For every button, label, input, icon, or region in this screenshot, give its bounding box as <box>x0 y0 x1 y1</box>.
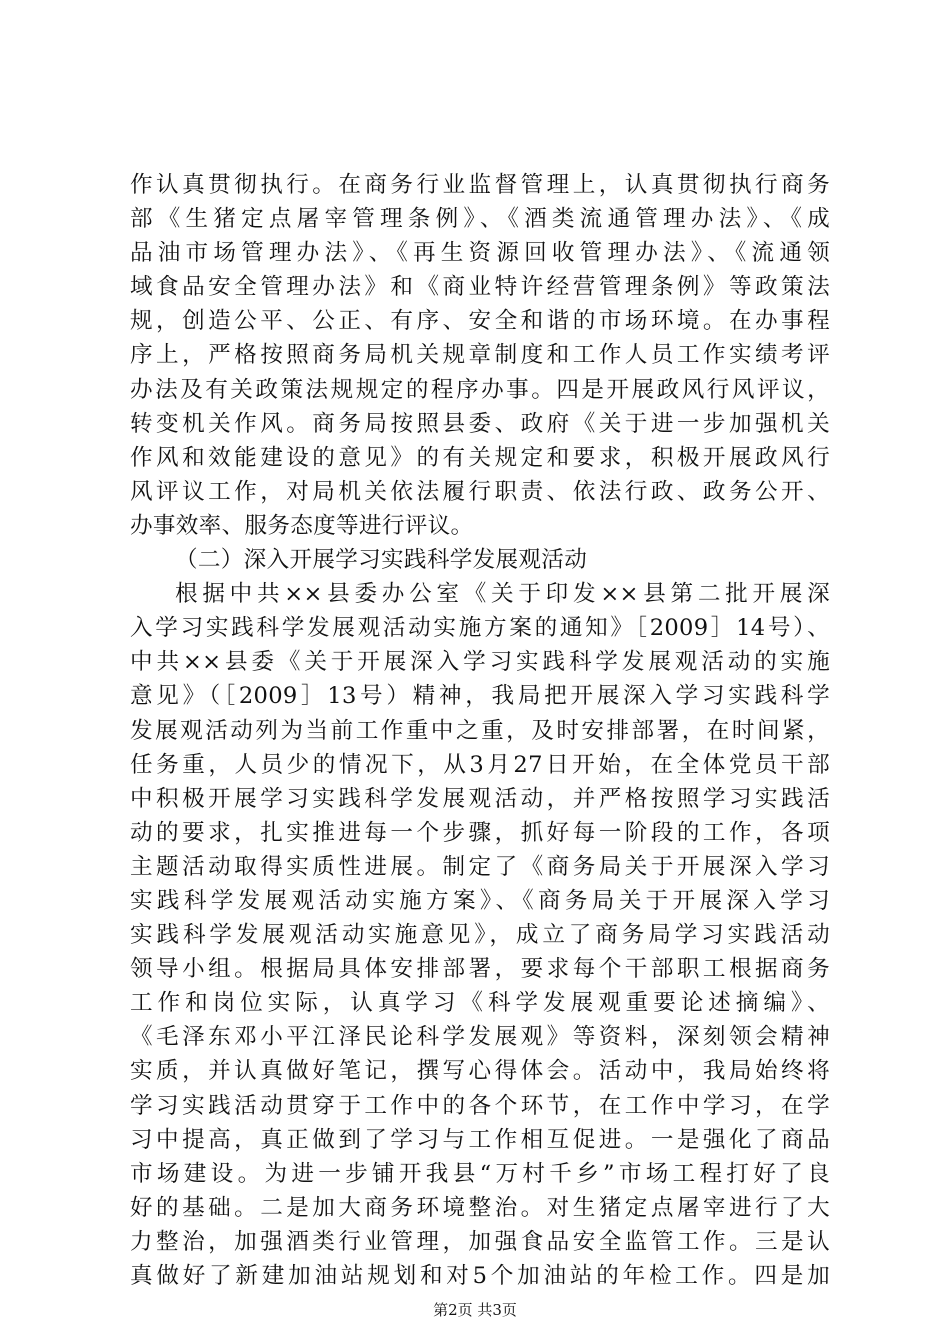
text-line: 中共××县委《关于开展深入学习实践科学发展观活动的实施 <box>130 649 830 676</box>
text-line: 力整治，加强酒类行业管理，加强食品安全监管工作。三是认 <box>130 1228 830 1255</box>
text-line: 好的基础。二是加大商务环境整治。对生猪定点屠宰进行了大 <box>130 1194 830 1221</box>
page-footer: 第2页 共3页 <box>433 1301 517 1319</box>
text-line: 市场建设。为进一步铺开我县“万村千乡”市场工程打好了良 <box>130 1160 830 1187</box>
text-line: 规，创造公平、公正、有序、安全和谐的市场环境。在办事程 <box>130 308 830 335</box>
text-line: 意见》（［2009］13号）精神，我局把开展深入学习实践科学 <box>130 683 830 710</box>
text-line: 风评议工作，对局机关依法履行职责、依法行政、政务公开、 <box>130 478 830 505</box>
text-line: 任务重，人员少的情况下，从3月27日开始，在全体党员干部 <box>130 751 830 778</box>
text-line: 根据中共××县委办公室《关于印发××县第二批开展深 <box>175 581 830 608</box>
text-line: 入学习实践科学发展观活动实施方案的通知》［2009］14号）、 <box>130 615 830 642</box>
document-body <box>130 168 830 1293</box>
text-line: 真做好了新建加油站规划和对5个加油站的年检工作。四是加 <box>130 1263 830 1289</box>
text-line: 习中提高，真正做到了学习与工作相互促进。一是强化了商品 <box>130 1126 830 1153</box>
text-line: 工作和岗位实际，认真学习《科学发展观重要论述摘编》、 <box>130 990 830 1017</box>
text-line: 作风和效能建设的意见》的有关规定和要求，积极开展政风行 <box>130 444 830 471</box>
text-line: 序上，严格按照商务局机关规章制度和工作人员工作实绩考评 <box>130 342 830 369</box>
text-line: 中积极开展学习实践科学发展观活动，并严格按照学习实践活 <box>130 785 830 812</box>
text-line: 学习实践活动贯穿于工作中的各个环节，在工作中学习，在学 <box>130 1092 830 1119</box>
text-line: 办法及有关政策法规规定的程序办事。四是开展政风行风评议， <box>130 376 830 403</box>
text-line: 发展观活动列为当前工作重中之重，及时安排部署，在时间紧， <box>130 717 830 744</box>
text-line: 实践科学发展观活动实施意见》，成立了商务局学习实践活动 <box>130 922 830 949</box>
text-line: 品油市场管理办法》、《再生资源回收管理办法》、《流通领 <box>130 240 830 267</box>
text-line: 转变机关作风。商务局按照县委、政府《关于进一步加强机关 <box>130 410 830 437</box>
text-line: 域食品安全管理办法》和《商业特许经营管理条例》等政策法 <box>130 274 830 301</box>
text-line: 部《生猪定点屠宰管理条例》、《酒类流通管理办法》、《成 <box>130 206 830 233</box>
text-line: 实践科学发展观活动实施方案》、《商务局关于开展深入学习 <box>130 887 830 914</box>
text-line: 主题活动取得实质性进展。制定了《商务局关于开展深入学习 <box>130 853 830 880</box>
text-line: 办事效率、服务态度等进行评议。 <box>130 512 474 539</box>
text-line: 作认真贯彻执行。在商务行业监督管理上，认真贯彻执行商务 <box>130 172 830 198</box>
text-line: 《毛泽东邓小平江泽民论科学发展观》等资料，深刻领会精神 <box>130 1024 830 1051</box>
text-line: 领导小组。根据局具体安排部署，要求每个干部职工根据商务 <box>130 956 830 983</box>
text-line: 动的要求，扎实推进每一个步骤，抓好每一阶段的工作，各项 <box>130 819 830 846</box>
section-heading: （二）深入开展学习实践科学发展观活动 <box>175 547 588 574</box>
text-line: 实质，并认真做好笔记，撰写心得体会。活动中，我局始终将 <box>130 1058 830 1085</box>
